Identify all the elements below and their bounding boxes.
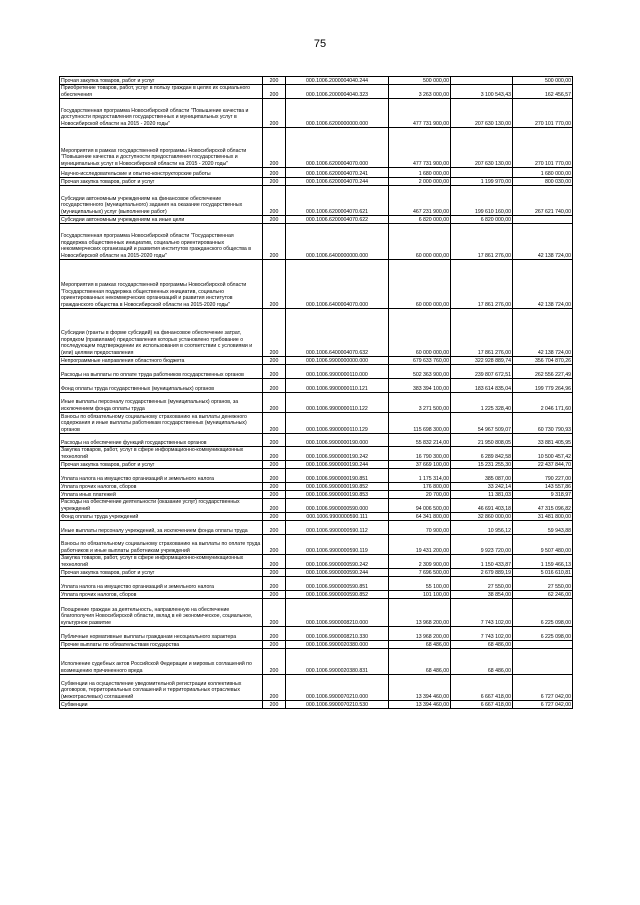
row-approved-amount: 500 000,00 bbox=[389, 77, 451, 85]
row-unexecuted-amount: 10 500 457,42 bbox=[513, 447, 573, 461]
row-unexecuted-amount: 59 943,88 bbox=[513, 521, 573, 535]
row-line-code: 200 bbox=[263, 128, 286, 168]
row-budget-code: 000.1006.9900000110.000 bbox=[286, 365, 389, 379]
row-name: Прочая закупка товаров, работ и услуг bbox=[60, 461, 263, 469]
row-approved-amount: 55 832 214,00 bbox=[389, 434, 451, 447]
table-row bbox=[60, 365, 573, 379]
row-approved-amount: 94 006 500,00 bbox=[389, 499, 451, 513]
table-row bbox=[60, 77, 573, 85]
row-name: Взносы по обязательному социальному страхованию на выплаты денежного содержания и иные выплаты работникам государственных (муниципальных) органов bbox=[60, 413, 263, 434]
row-executed-amount: 27 550,00 bbox=[451, 577, 513, 591]
row-budget-code: 000.1006.9900000190.242 bbox=[286, 447, 389, 461]
row-approved-amount: 70 900,00 bbox=[389, 521, 451, 535]
row-line-code: 200 bbox=[263, 675, 286, 701]
row-approved-amount: 176 800,00 bbox=[389, 483, 451, 491]
row-line-code: 200 bbox=[263, 577, 286, 591]
row-line-code: 200 bbox=[263, 393, 286, 413]
row-executed-amount bbox=[451, 77, 513, 85]
row-name: Уплата налога на имущество организаций и земельного налога bbox=[60, 469, 263, 483]
table-row bbox=[60, 499, 573, 513]
row-approved-amount: 7 696 500,00 bbox=[389, 569, 451, 577]
row-executed-amount: 10 956,12 bbox=[451, 521, 513, 535]
row-unexecuted-amount: 1 680 000,00 bbox=[513, 168, 573, 178]
table-row bbox=[60, 186, 573, 216]
row-approved-amount: 68 486,00 bbox=[389, 649, 451, 675]
table-row bbox=[60, 461, 573, 469]
row-name: Прочие выплаты по обязательствам государства bbox=[60, 641, 263, 649]
row-budget-code: 000.1006.9900000190.853 bbox=[286, 491, 389, 499]
row-name: Научно-исследовательские и опытно-конструкторские работы bbox=[60, 168, 263, 178]
row-unexecuted-amount: 270 101 770,00 bbox=[513, 128, 573, 168]
row-unexecuted-amount bbox=[513, 649, 573, 675]
row-unexecuted-amount: 143 557,86 bbox=[513, 483, 573, 491]
row-approved-amount: 13 394 460,00 bbox=[389, 701, 451, 709]
row-budget-code: 000.1006.9900000590.852 bbox=[286, 591, 389, 599]
row-line-code: 200 bbox=[263, 599, 286, 627]
row-line-code: 200 bbox=[263, 216, 286, 224]
row-unexecuted-amount: 6 225 098,00 bbox=[513, 627, 573, 641]
row-approved-amount: 101 100,00 bbox=[389, 591, 451, 599]
row-line-code: 200 bbox=[263, 309, 286, 357]
row-unexecuted-amount: 800 030,00 bbox=[513, 178, 573, 186]
budget-execution-table bbox=[59, 76, 573, 709]
row-approved-amount: 477 731 900,00 bbox=[389, 128, 451, 168]
table-body bbox=[60, 77, 573, 709]
row-approved-amount: 37 669 100,00 bbox=[389, 461, 451, 469]
table-row bbox=[60, 379, 573, 393]
row-unexecuted-amount: 47 315 096,82 bbox=[513, 499, 573, 513]
row-budget-code: 000.1006.6200004070.241 bbox=[286, 168, 389, 178]
row-executed-amount: 11 381,03 bbox=[451, 491, 513, 499]
row-unexecuted-amount: 62 246,00 bbox=[513, 591, 573, 599]
row-approved-amount: 6 820 000,00 bbox=[389, 216, 451, 224]
row-name: Мероприятия в рамках государственной программы Новосибирской области "Повышение качества и доступности предоставления государственных и муниципальных услуг в Новосибирской области на 2015 - 2020 годы" bbox=[60, 128, 263, 168]
row-executed-amount: 6 289 842,58 bbox=[451, 447, 513, 461]
row-approved-amount: 16 790 300,00 bbox=[389, 447, 451, 461]
row-budget-code: 000.1006.9900000590.112 bbox=[286, 521, 389, 535]
table-row bbox=[60, 357, 573, 365]
row-budget-code: 000.1006.9900000590.244 bbox=[286, 569, 389, 577]
row-executed-amount: 32 860 000,00 bbox=[451, 513, 513, 521]
table-row bbox=[60, 555, 573, 569]
row-executed-amount: 1 225 328,40 bbox=[451, 393, 513, 413]
row-executed-amount: 6 667 418,00 bbox=[451, 675, 513, 701]
row-line-code: 200 bbox=[263, 513, 286, 521]
row-budget-code: 000.1006.6200004070.000 bbox=[286, 128, 389, 168]
row-approved-amount: 55 100,00 bbox=[389, 577, 451, 591]
row-approved-amount: 467 231 900,00 bbox=[389, 186, 451, 216]
row-line-code: 200 bbox=[263, 99, 286, 128]
row-executed-amount: 54 967 509,07 bbox=[451, 413, 513, 434]
row-name: Прочая закупка товаров, работ и услуг bbox=[60, 178, 263, 186]
row-budget-code: 000.1006.9900000190.852 bbox=[286, 483, 389, 491]
table-row bbox=[60, 99, 573, 128]
table-row bbox=[60, 675, 573, 701]
row-unexecuted-amount: 42 138 724,00 bbox=[513, 224, 573, 260]
row-unexecuted-amount: 9 507 480,00 bbox=[513, 535, 573, 555]
row-line-code: 200 bbox=[263, 521, 286, 535]
row-unexecuted-amount: 60 730 790,93 bbox=[513, 413, 573, 434]
table-row bbox=[60, 521, 573, 535]
row-approved-amount: 13 394 460,00 bbox=[389, 675, 451, 701]
row-name: Субсидии автономным учреждениям на финансовое обеспечение государственного (муниципального) задания на оказание государственных (муниципальных) услуг (выполнение работ) bbox=[60, 186, 263, 216]
row-unexecuted-amount: 6 225 098,00 bbox=[513, 599, 573, 627]
row-unexecuted-amount: 42 138 724,00 bbox=[513, 260, 573, 309]
row-budget-code: 000.1006.9900000110.122 bbox=[286, 393, 389, 413]
row-budget-code: 000.1006.2000004040.323 bbox=[286, 85, 389, 99]
row-budget-code: 000.1006.9900000110.121 bbox=[286, 379, 389, 393]
row-name: Иные выплаты персоналу учреждений, за исключением фонда оплаты труда bbox=[60, 521, 263, 535]
row-budget-code: 000.1006.2000004040.244 bbox=[286, 77, 389, 85]
row-budget-code: 000.1006.9900000110.129 bbox=[286, 413, 389, 434]
row-unexecuted-amount: 42 138 724,00 bbox=[513, 309, 573, 357]
row-budget-code: 000.1006.6200004070.244 bbox=[286, 178, 389, 186]
row-name: Государственная программа Новосибирской области "Повышение качества и доступности предоставления государственных и муниципальных услуг в Новосибирской области на 2015 - 2020 годы" bbox=[60, 99, 263, 128]
row-approved-amount: 68 486,00 bbox=[389, 641, 451, 649]
row-executed-amount: 17 861 276,00 bbox=[451, 224, 513, 260]
row-line-code: 200 bbox=[263, 413, 286, 434]
table-row bbox=[60, 413, 573, 434]
row-approved-amount: 383 394 100,00 bbox=[389, 379, 451, 393]
table-row bbox=[60, 491, 573, 499]
row-approved-amount: 502 363 900,00 bbox=[389, 365, 451, 379]
row-name: Субвенции bbox=[60, 701, 263, 709]
row-unexecuted-amount: 5 016 610,81 bbox=[513, 569, 573, 577]
row-executed-amount: 46 691 403,18 bbox=[451, 499, 513, 513]
row-name: Исполнение судебных актов Российской Федерации и мировых соглашений по возмещению причиненного вреда bbox=[60, 649, 263, 675]
row-line-code: 200 bbox=[263, 224, 286, 260]
row-executed-amount: 17 861 276,00 bbox=[451, 309, 513, 357]
row-line-code: 200 bbox=[263, 461, 286, 469]
row-line-code: 200 bbox=[263, 357, 286, 365]
row-executed-amount: 6 820 000,00 bbox=[451, 216, 513, 224]
row-unexecuted-amount: 1 159 466,13 bbox=[513, 555, 573, 569]
row-line-code: 200 bbox=[263, 483, 286, 491]
row-line-code: 200 bbox=[263, 379, 286, 393]
row-executed-amount: 199 610 160,00 bbox=[451, 186, 513, 216]
row-unexecuted-amount: 262 556 227,49 bbox=[513, 365, 573, 379]
row-approved-amount: 679 633 760,00 bbox=[389, 357, 451, 365]
row-name: Закупка товаров, работ, услуг в сфере информационно-коммуникационных технологий bbox=[60, 447, 263, 461]
table-row bbox=[60, 216, 573, 224]
row-name: Субсидии автономным учреждениям на иные цели bbox=[60, 216, 263, 224]
table-row bbox=[60, 260, 573, 309]
row-budget-code: 000.1006.9900020380.000 bbox=[286, 641, 389, 649]
row-name: Приобретение товаров, работ, услуг в пользу граждан в целях их социального обеспечения bbox=[60, 85, 263, 99]
row-line-code: 200 bbox=[263, 701, 286, 709]
row-executed-amount: 15 231 255,30 bbox=[451, 461, 513, 469]
row-approved-amount: 60 000 000,00 bbox=[389, 224, 451, 260]
row-budget-code: 000.1006.9900000190.851 bbox=[286, 469, 389, 483]
row-name: Расходы на выплаты по оплате труда работников государственных органов bbox=[60, 365, 263, 379]
row-name: Прочая закупка товаров, работ и услуг bbox=[60, 569, 263, 577]
table-row bbox=[60, 309, 573, 357]
row-name: Иные выплаты персоналу государственных (муниципальных) органов, за исключением фонда оплаты труда bbox=[60, 393, 263, 413]
row-executed-amount: 7 743 102,00 bbox=[451, 599, 513, 627]
row-approved-amount: 64 341 800,00 bbox=[389, 513, 451, 521]
row-approved-amount: 20 700,00 bbox=[389, 491, 451, 499]
row-budget-code: 000.1006.9900008210.330 bbox=[286, 627, 389, 641]
row-unexecuted-amount: 6 727 042,00 bbox=[513, 675, 573, 701]
row-name: Расходы на обеспечение функций государственных органов bbox=[60, 434, 263, 447]
row-name: Уплата иных платежей bbox=[60, 491, 263, 499]
table-row bbox=[60, 627, 573, 641]
row-executed-amount: 6 667 418,00 bbox=[451, 701, 513, 709]
row-executed-amount: 1 199 970,00 bbox=[451, 178, 513, 186]
row-unexecuted-amount: 500 000,00 bbox=[513, 77, 573, 85]
row-approved-amount: 3 271 500,00 bbox=[389, 393, 451, 413]
row-budget-code: 000.1006.6400004070.632 bbox=[286, 309, 389, 357]
row-line-code: 200 bbox=[263, 77, 286, 85]
row-executed-amount: 68 486,00 bbox=[451, 649, 513, 675]
row-approved-amount: 2 000 000,00 bbox=[389, 178, 451, 186]
row-line-code: 200 bbox=[263, 186, 286, 216]
row-executed-amount bbox=[451, 168, 513, 178]
row-unexecuted-amount: 270 101 770,00 bbox=[513, 99, 573, 128]
row-line-code: 200 bbox=[263, 365, 286, 379]
table-row bbox=[60, 535, 573, 555]
row-executed-amount: 385 087,00 bbox=[451, 469, 513, 483]
row-executed-amount: 207 630 130,00 bbox=[451, 99, 513, 128]
table-row bbox=[60, 483, 573, 491]
row-name: Фонд оплаты труда учреждений bbox=[60, 513, 263, 521]
row-unexecuted-amount: 356 704 870,26 bbox=[513, 357, 573, 365]
row-executed-amount: 322 928 889,74 bbox=[451, 357, 513, 365]
row-executed-amount: 207 630 130,00 bbox=[451, 128, 513, 168]
row-name: Уплата прочих налогов, сборов bbox=[60, 483, 263, 491]
row-line-code: 200 bbox=[263, 569, 286, 577]
row-executed-amount: 33 242,14 bbox=[451, 483, 513, 491]
row-executed-amount: 3 100 543,43 bbox=[451, 85, 513, 99]
row-name: Мероприятия в рамках государственной программы Новосибирской области "Государственная поддержка общественных инициатив, социально ориентированных некоммерческих организаций и развития институтов гражданского общества в Новосибирской области на 2015-2020 годы" bbox=[60, 260, 263, 309]
row-budget-code: 000.1006.9900000590.000 bbox=[286, 499, 389, 513]
table-row bbox=[60, 85, 573, 99]
row-budget-code: 000.1006.9900000190.000 bbox=[286, 434, 389, 447]
row-line-code: 200 bbox=[263, 491, 286, 499]
row-budget-code: 000.1006.6200004070.622 bbox=[286, 216, 389, 224]
row-budget-code: 000.1006.6400000000.000 bbox=[286, 224, 389, 260]
row-budget-code: 000.1006.6200004070.621 bbox=[286, 186, 389, 216]
table-row bbox=[60, 434, 573, 447]
row-executed-amount: 38 854,00 bbox=[451, 591, 513, 599]
row-approved-amount: 115 698 300,00 bbox=[389, 413, 451, 434]
row-name: Публичные нормативные выплаты гражданам несоциального характера bbox=[60, 627, 263, 641]
row-executed-amount: 239 807 672,51 bbox=[451, 365, 513, 379]
row-name: Государственная программа Новосибирской области "Государственная поддержка общественных инициатив, социально ориентированных некоммерческих организаций и развития институтов гражданского общества в Новосибирской области на 2015-2020 годы" bbox=[60, 224, 263, 260]
row-line-code: 200 bbox=[263, 591, 286, 599]
row-unexecuted-amount: 6 727 042,00 bbox=[513, 701, 573, 709]
row-executed-amount: 9 923 720,00 bbox=[451, 535, 513, 555]
table-row bbox=[60, 649, 573, 675]
row-line-code: 200 bbox=[263, 641, 286, 649]
row-budget-code: 000.1006.9900070210.530 bbox=[286, 701, 389, 709]
row-approved-amount: 60 000 000,00 bbox=[389, 260, 451, 309]
row-name: Закупка товаров, работ, услуг в сфере информационно-коммуникационных технологий bbox=[60, 555, 263, 569]
row-name: Субсидии (гранты в форме субсидий) на финансовое обеспечение затрат, порядком (правилами) предоставления которых установлено требование о последующем подтверждении их использования в соответствии с условиями и (или) целями предоставления bbox=[60, 309, 263, 357]
row-name: Взносы по обязательному социальному страхованию на выплаты по оплате труда работников и иные выплаты работникам учреждений bbox=[60, 535, 263, 555]
row-approved-amount: 1 680 000,00 bbox=[389, 168, 451, 178]
row-executed-amount: 2 679 889,19 bbox=[451, 569, 513, 577]
row-executed-amount: 17 861 276,00 bbox=[451, 260, 513, 309]
row-budget-code: 000.1006.9900000590.119 bbox=[286, 535, 389, 555]
table-row bbox=[60, 577, 573, 591]
row-unexecuted-amount: 790 227,00 bbox=[513, 469, 573, 483]
row-line-code: 200 bbox=[263, 447, 286, 461]
row-line-code: 200 bbox=[263, 555, 286, 569]
row-line-code: 200 bbox=[263, 469, 286, 483]
row-line-code: 200 bbox=[263, 499, 286, 513]
row-line-code: 200 bbox=[263, 434, 286, 447]
row-name: Уплата прочих налогов, сборов bbox=[60, 591, 263, 599]
row-approved-amount: 2 309 900,00 bbox=[389, 555, 451, 569]
row-budget-code: 000.1006.6200000000.000 bbox=[286, 99, 389, 128]
row-name: Прочая закупка товаров, работ и услуг bbox=[60, 77, 263, 85]
table-row bbox=[60, 513, 573, 521]
row-executed-amount: 183 614 835,04 bbox=[451, 379, 513, 393]
row-line-code: 200 bbox=[263, 627, 286, 641]
table-row bbox=[60, 178, 573, 186]
row-unexecuted-amount: 31 481 800,00 bbox=[513, 513, 573, 521]
row-approved-amount: 1 175 314,00 bbox=[389, 469, 451, 483]
row-unexecuted-amount: 267 621 740,00 bbox=[513, 186, 573, 216]
table-row bbox=[60, 641, 573, 649]
row-approved-amount: 19 431 200,00 bbox=[389, 535, 451, 555]
row-unexecuted-amount: 33 881 405,95 bbox=[513, 434, 573, 447]
row-name: Непрограммные направления областного бюджета bbox=[60, 357, 263, 365]
row-unexecuted-amount: 22 437 844,70 bbox=[513, 461, 573, 469]
row-executed-amount: 1 150 433,87 bbox=[451, 555, 513, 569]
row-budget-code: 000.1006.9900000000.000 bbox=[286, 357, 389, 365]
row-budget-code: 000.1006.6400004070.000 bbox=[286, 260, 389, 309]
table-row bbox=[60, 569, 573, 577]
row-line-code: 200 bbox=[263, 649, 286, 675]
row-budget-code: 000.1006.9900008210.000 bbox=[286, 599, 389, 627]
row-approved-amount: 13 968 200,00 bbox=[389, 627, 451, 641]
row-line-code: 200 bbox=[263, 260, 286, 309]
row-executed-amount: 68 486,00 bbox=[451, 641, 513, 649]
row-unexecuted-amount bbox=[513, 641, 573, 649]
table-row bbox=[60, 701, 573, 709]
row-executed-amount: 7 743 102,00 bbox=[451, 627, 513, 641]
row-approved-amount: 477 731 900,00 bbox=[389, 99, 451, 128]
row-name: Фонд оплаты труда государственных (муниципальных) органов bbox=[60, 379, 263, 393]
table-row bbox=[60, 599, 573, 627]
row-executed-amount: 21 950 808,05 bbox=[451, 434, 513, 447]
row-budget-code: 000.1006.9900070210.000 bbox=[286, 675, 389, 701]
row-budget-code: 000.1006.9900000590.111 bbox=[286, 513, 389, 521]
row-unexecuted-amount bbox=[513, 216, 573, 224]
table-row bbox=[60, 168, 573, 178]
table-row bbox=[60, 224, 573, 260]
row-line-code: 200 bbox=[263, 178, 286, 186]
row-unexecuted-amount: 162 456,57 bbox=[513, 85, 573, 99]
table-row bbox=[60, 447, 573, 461]
table-row bbox=[60, 128, 573, 168]
row-budget-code: 000.1006.9900000190.244 bbox=[286, 461, 389, 469]
table-row bbox=[60, 469, 573, 483]
table-row bbox=[60, 393, 573, 413]
table-row bbox=[60, 591, 573, 599]
row-name: Уплата налога на имущество организаций и земельного налога bbox=[60, 577, 263, 591]
row-name: Поощрение граждан за деятельность, направленную на обеспечение благополучия Новосибирской области, вклад в её экономическое, социальное, культурное развитие bbox=[60, 599, 263, 627]
row-unexecuted-amount: 9 318,97 bbox=[513, 491, 573, 499]
row-unexecuted-amount: 27 550,00 bbox=[513, 577, 573, 591]
row-unexecuted-amount: 2 046 171,60 bbox=[513, 393, 573, 413]
row-line-code: 200 bbox=[263, 168, 286, 178]
row-name: Расходы на обеспечение деятельности (оказание услуг) государственных учреждений bbox=[60, 499, 263, 513]
row-name: Субвенции на осуществление уведомительной регистрации коллективных договоров, территориальных соглашений и территориальных отраслевых (межотраслевых) соглашений bbox=[60, 675, 263, 701]
row-line-code: 200 bbox=[263, 85, 286, 99]
row-approved-amount: 3 263 000,00 bbox=[389, 85, 451, 99]
row-unexecuted-amount: 199 779 264,96 bbox=[513, 379, 573, 393]
page-number: 75 bbox=[313, 38, 327, 50]
row-approved-amount: 60 000 000,00 bbox=[389, 309, 451, 357]
row-budget-code: 000.1006.9900000590.242 bbox=[286, 555, 389, 569]
row-approved-amount: 13 968 200,00 bbox=[389, 599, 451, 627]
row-budget-code: 000.1006.9900000590.851 bbox=[286, 577, 389, 591]
row-line-code: 200 bbox=[263, 535, 286, 555]
row-budget-code: 000.1006.9900020380.831 bbox=[286, 649, 389, 675]
